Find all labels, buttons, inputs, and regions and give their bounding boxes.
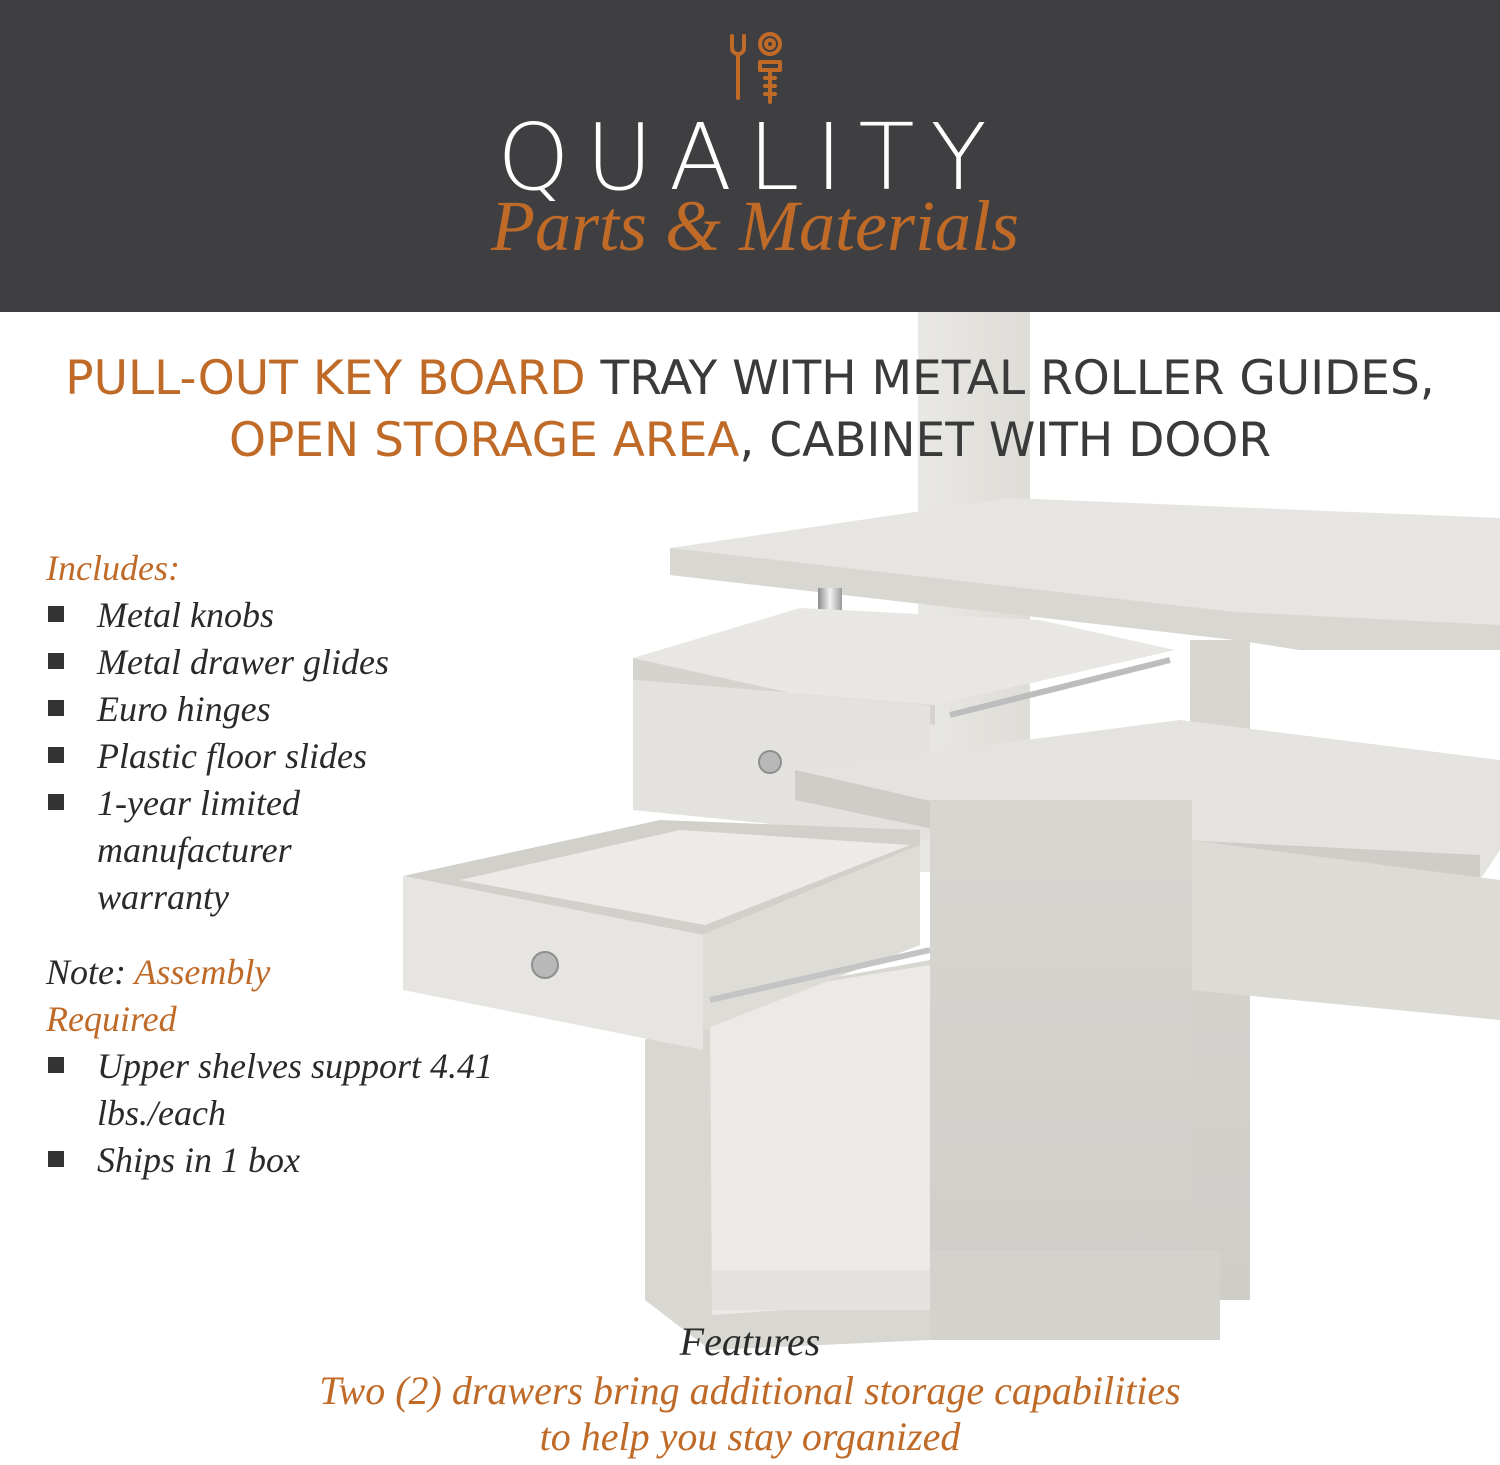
- features-description: [0, 1368, 1500, 1460]
- square-bullet-icon: [48, 747, 64, 763]
- square-bullet-icon: [48, 606, 64, 622]
- list-item: [46, 686, 466, 733]
- headline-highlight-open-storage: OPEN STORAGE AREA: [228, 413, 740, 468]
- features-line-1: Two (2) drawers bring additional storage capabilities: [319, 1368, 1181, 1413]
- square-bullet-icon: [48, 653, 64, 669]
- wrench-and-bolt-icon: [718, 28, 798, 108]
- headline-text-cabinet: , CABINET WITH DOOR: [739, 413, 1272, 468]
- headline-line-1: [0, 348, 1500, 410]
- includes-list: [46, 592, 466, 921]
- headline-text-roller-guides: TRAY WITH METAL ROLLER GUIDES,: [585, 351, 1435, 406]
- feature-headline: [0, 348, 1500, 472]
- list-item-text: Plastic floor slides: [97, 736, 367, 776]
- list-item: [46, 639, 466, 686]
- list-item-text: Upper shelves support 4.41 lbs./each: [97, 1046, 493, 1133]
- square-bullet-icon: [48, 794, 64, 810]
- headline-highlight-keyboard-tray: PULL-OUT KEY BOARD: [65, 351, 586, 406]
- list-item: [46, 1043, 497, 1137]
- list-item-text: 1-year limited manufacturer warranty: [97, 783, 300, 917]
- list-item: [46, 1137, 466, 1184]
- note-list: [46, 1043, 493, 1184]
- list-item: [46, 592, 466, 639]
- note-label: Note:: [46, 952, 135, 992]
- banner-title: QUALITY: [497, 104, 1003, 211]
- square-bullet-icon: [48, 1151, 64, 1167]
- list-item-text: Metal knobs: [97, 595, 274, 635]
- headline-line-2: [0, 410, 1500, 472]
- header-banner: [0, 0, 1500, 312]
- note-value: Assembly Required: [46, 952, 271, 1039]
- note: [46, 949, 346, 1043]
- list-item-text: Euro hinges: [97, 689, 271, 729]
- list-item: [46, 733, 466, 780]
- features-title: Features: [679, 1319, 821, 1364]
- details-column: [46, 545, 493, 1184]
- includes-label: Includes:: [46, 548, 180, 588]
- features-line-2: to help you stay organized: [539, 1414, 961, 1459]
- list-item-text: Ships in 1 box: [97, 1140, 300, 1180]
- square-bullet-icon: [48, 1057, 64, 1073]
- square-bullet-icon: [48, 700, 64, 716]
- list-item-text: Metal drawer glides: [97, 642, 389, 682]
- list-item: [46, 780, 387, 921]
- banner-subtitle: Parts & Materials: [490, 186, 1019, 266]
